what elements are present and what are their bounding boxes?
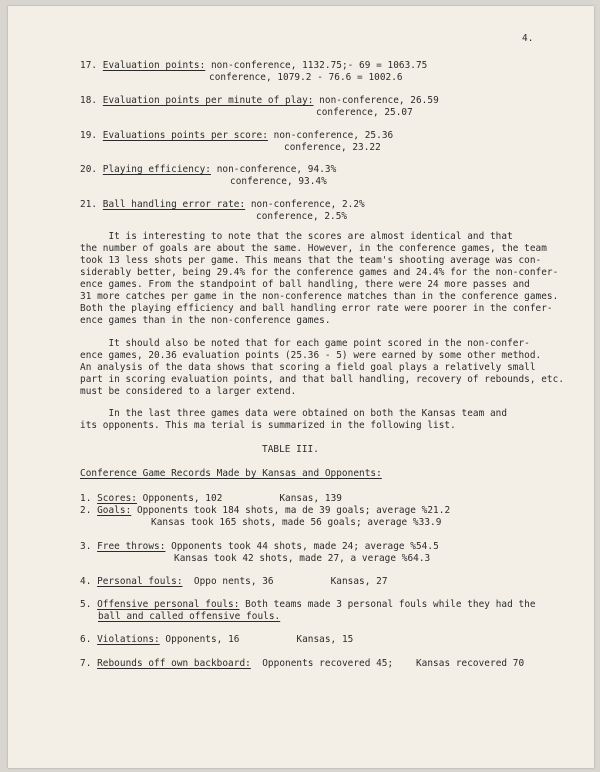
- item-17-number: 17.: [80, 60, 98, 71]
- record-1-number: 1.: [80, 493, 92, 504]
- record-2-heading: Goals:: [97, 505, 132, 516]
- record-5-line-2: ball and called offensive fouls.: [98, 611, 281, 622]
- record-2-number: 2.: [80, 505, 92, 516]
- record-3: [80, 541, 439, 553]
- item-20-number: 20.: [80, 164, 98, 175]
- record-6-text: Opponents, 16 Kansas, 15: [159, 634, 354, 645]
- record-3-text: Opponents took 44 shots, made 24; average %54.5: [165, 541, 439, 552]
- item-19-heading: Evaluations points per score:: [102, 130, 268, 141]
- record-5: [80, 599, 536, 611]
- item-20-heading: Playing efficiency:: [102, 164, 211, 175]
- paragraph-2-line-2: ence games, 20.36 evaluation points (25.36 - 5) were earned by some other method.: [80, 350, 542, 361]
- paragraph-2-line-4: part in scoring evaluation points, and that ball handling, recovery of rebounds, etc.: [80, 374, 565, 385]
- item-17-line-1: [80, 60, 427, 72]
- record-7-number: 7.: [80, 658, 92, 669]
- record-2-text: Opponents took 184 shots, ma de 39 goals; average %21.2: [131, 505, 451, 516]
- paragraph-1-line-1: It is interesting to note that the scores are almost identical and that: [80, 231, 513, 242]
- item-20-non-conference: non-conference, 94.3%: [211, 164, 337, 175]
- record-3-number: 3.: [80, 541, 92, 552]
- item-18-heading: Evaluation points per minute of play:: [102, 95, 314, 106]
- paragraph-1-line-4: siderably better, being 29.4% for the conference games and 24.4% for the non-confer-: [80, 267, 559, 278]
- paragraph-2-line-3: An analysis of the data shows that scoring a field goal plays a relatively small: [80, 362, 536, 373]
- item-19-line-1: [80, 130, 393, 142]
- record-4-text: Oppo nents, 36 Kansas, 27: [182, 576, 388, 587]
- item-18-non-conference: non-conference, 26.59: [313, 95, 439, 106]
- record-1: [80, 493, 342, 505]
- paragraph-1-line-6: 31 more catches per game in the non-conference matches than in the conference games.: [80, 291, 559, 302]
- record-1-text: Opponents, 102 Kansas, 139: [136, 493, 342, 504]
- paragraph-3-line-2: its opponents. This ma terial is summarized in the following list.: [80, 420, 456, 431]
- record-6: [80, 634, 353, 646]
- paragraph-1-line-5: ence games. From the standpoint of ball handling, there were 24 more passes and: [80, 279, 530, 290]
- item-21-conference: conference, 2.5%: [256, 211, 348, 222]
- item-19-number: 19.: [80, 130, 98, 141]
- record-7-heading: Rebounds off own backboard:: [97, 658, 251, 669]
- record-2-line-2: Kansas took 165 shots, made 56 goals; average %33.9: [151, 517, 442, 528]
- item-21-non-conference: non-conference, 2.2%: [245, 199, 365, 210]
- paragraph-1-line-7: Both the playing efficiency and ball handling error rate were poorer in the confer-: [80, 303, 553, 314]
- paragraph-1-line-8: ence games than in the non-conference games.: [80, 315, 331, 326]
- item-17-non-conference: non-conference, 1132.75;- 69 = 1063.75: [205, 60, 428, 71]
- item-21-number: 21.: [80, 199, 98, 210]
- page-number: 4.: [522, 33, 534, 44]
- record-6-heading: Violations:: [97, 634, 160, 645]
- record-7-text: Opponents recovered 45; Kansas recovered 70: [250, 658, 525, 669]
- paragraph-3-line-1: In the last three games data were obtained on both the Kansas team and: [80, 408, 508, 419]
- paragraph-1-line-3: took 13 less shots per game. This means that the team's shooting average was con-: [80, 255, 542, 266]
- record-6-number: 6.: [80, 634, 92, 645]
- item-18-number: 18.: [80, 95, 98, 106]
- record-3-heading: Free throws:: [97, 541, 166, 552]
- item-19-non-conference: non-conference, 25.36: [267, 130, 394, 141]
- item-20-conference: conference, 93.4%: [230, 176, 327, 187]
- record-2: [80, 505, 450, 517]
- record-7: [80, 658, 524, 670]
- record-5-number: 5.: [80, 599, 92, 610]
- item-17-heading: Evaluation points:: [102, 60, 206, 71]
- item-18-line-1: [80, 95, 439, 107]
- record-4-number: 4.: [80, 576, 92, 587]
- record-3-line-2: Kansas took 42 shots, made 27, a verage %64.3: [174, 553, 431, 564]
- item-21-line-1: [80, 199, 365, 211]
- table-subtitle: Conference Game Records Made by Kansas and Opponents:: [80, 468, 382, 479]
- item-19-conference: conference, 23.22: [284, 142, 381, 153]
- paragraph-2-line-1: It should also be noted that for each game point scored in the non-confer-: [80, 338, 530, 349]
- record-4: [80, 576, 388, 588]
- record-1-heading: Scores:: [97, 493, 137, 504]
- paragraph-1-line-2: the number of goals are about the same. However, in the conference games, the team: [80, 243, 547, 254]
- record-5-text: Both teams made 3 personal fouls while they had the: [239, 599, 536, 610]
- item-21-heading: Ball handling error rate:: [102, 199, 246, 210]
- record-5-heading: Offensive personal fouls:: [97, 599, 240, 610]
- record-4-heading: Personal fouls:: [97, 576, 183, 587]
- paragraph-2-line-5: must be considered to a larger extend.: [80, 386, 297, 397]
- item-20-line-1: [80, 164, 336, 176]
- item-18-conference: conference, 25.07: [316, 107, 413, 118]
- document-page: [8, 6, 594, 768]
- item-17-conference: conference, 1079.2 - 76.6 = 1002.6: [209, 72, 403, 83]
- table-title: TABLE III.: [262, 444, 319, 455]
